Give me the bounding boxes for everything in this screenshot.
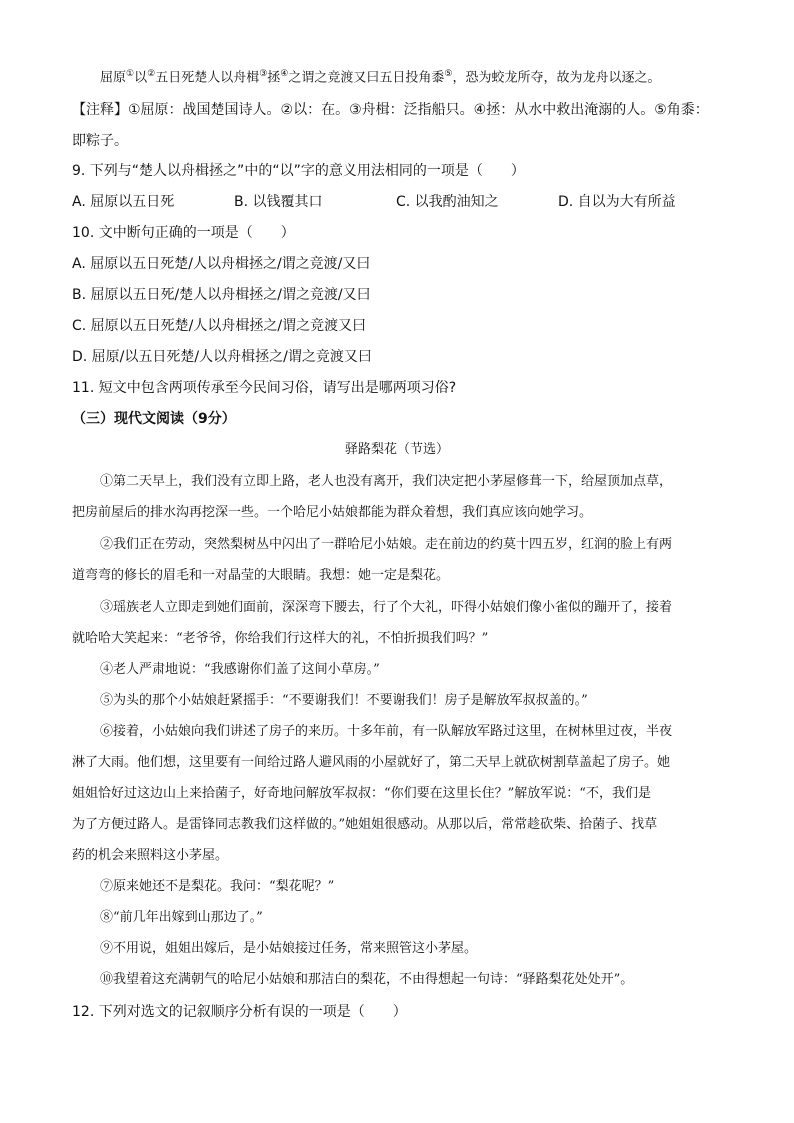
question-10: 10. 文中断句正确的一项是（ ） [72, 225, 295, 241]
text-segment: ，恐为蛟龙所夺，故为龙舟以逐之。 [452, 70, 661, 86]
q9-option-d: D. 自以为大有所益 [558, 194, 676, 210]
text-segment: 五日死楚人以舟楫 [155, 70, 260, 86]
classical-text [100, 64, 660, 88]
passage-line: ⑦原来她还不是梨花。我问：“梨花呢？” [100, 879, 335, 894]
q10-option-c: C. 屈原以五日死楚/人以舟楫拯之/谓之竞渡又曰 [72, 318, 367, 334]
q10-option-b: B. 屈原以五日死/楚人以舟楫拯之/谓之竞渡/又曰 [72, 287, 371, 303]
passage-line: 道弯弯的修长的眉毛和一对晶莹的大眼睛。我想：她一定是梨花。 [72, 568, 450, 583]
passage-line: ⑥接着，小姑娘向我们讲述了房子的来历。十多年前，有一队解放军路过这里，在树林里过夜，半夜 [100, 724, 673, 739]
annotation-line: 【注释】①屈原：战国楚国诗人。②以：在。③舟楫：泛指船只。④拯：从水中救出淹溺的人。⑤角黍： [72, 102, 709, 118]
question-11: 11. 短文中包含两项传承至今民间习俗，请写出是哪两项习俗? [72, 380, 457, 396]
passage-line: 药的机会来照料这小茅屋。 [72, 848, 229, 863]
passage-line: 淋了大雨。他们想，这里要有一间给过路人避风雨的小屋就好了，第二天早上就砍树割草盖起了房子。她 [72, 755, 671, 770]
passage-line: ⑧“前几年出嫁到山那边了。” [100, 910, 263, 925]
annotation-line: 即粽子。 [72, 133, 128, 149]
text-segment: 屈原 [100, 70, 127, 86]
passage-line: ②我们正在劳动，突然梨树丛中闪出了一群哈尼小姑娘。走在前边的约莫十四五岁，红润的脸上有两 [100, 537, 673, 552]
q9-option-a: A. 屈原以五日死 [72, 194, 175, 210]
passage-line: ④老人严肃地说：“我感谢你们盖了这间小草房。” [100, 662, 380, 677]
passage-line: ①第二天早上，我们没有立即上路，老人也没有离开，我们决定把小茅屋修葺一下，给屋顶加点草， [100, 474, 673, 489]
text-segment: 以 [134, 70, 148, 86]
passage-line: 把房前屋后的排水沟再挖深一些。一个哈尼小姑娘都能为群众着想，我们真应该向她学习。 [72, 505, 593, 520]
note-marker: ④ [280, 69, 289, 79]
note-marker: ③ [259, 69, 268, 79]
note-marker: ① [126, 69, 135, 79]
q9-option-b: B. 以钱覆其口 [234, 194, 323, 210]
question-12: 12. 下列对选文的记叙顺序分析有误的一项是（ ） [72, 1004, 407, 1020]
note-marker: ② [147, 69, 156, 79]
passage-title: 驿路梨花（节选） [344, 442, 449, 457]
note-marker: ⑤ [444, 69, 453, 79]
question-9: 9. 下列与“楚人以舟楫拯之”中的“以”字的意义用法相同的一项是（ ） [72, 163, 525, 179]
q10-option-d: D. 屈原/以五日死楚/人以舟楫拯之/谓之竞渡又曰 [72, 349, 372, 365]
q9-option-c: C. 以我酌油知之 [396, 194, 499, 210]
passage-line: ⑩我望着这充满朝气的哈尼小姑娘和那洁白的梨花，不由得想起一句诗：“驿路梨花处处开”。 [100, 972, 634, 987]
passage-line: 姐姐恰好过这边山上来拾菌子，好奇地问解放军叔叔：“你们要在这里长住？”解放军说：“不，我们是 [72, 786, 651, 801]
passage-line: ⑨不用说，姐姐出嫁后，是小姑娘接过任务，常来照管这小茅屋。 [100, 941, 478, 956]
q10-option-a: A. 屈原以五日死楚/人以舟楫拯之/谓之竞渡/又曰 [72, 256, 371, 272]
passage-line: 为了方便过路人。是雷锋同志教我们这样做的。”她姐姐很感动。从那以后，常常趁砍柴、拾菌子、找草 [72, 817, 658, 832]
passage-line: 就哈哈大笑起来：“老爷爷，你给我们行这样大的礼，不怕折损我们吗？” [72, 631, 489, 646]
passage-line: ③瑶族老人立即走到她们面前，深深弯下腰去，行了个大礼，吓得小姑娘们像小雀似的蹦开了，接着 [100, 600, 673, 615]
section-heading: （三）现代文阅读（9分） [72, 411, 236, 427]
passage-line: ⑤为头的那个小姑娘赶紧摇手：“不要谢我们！不要谢我们！房子是解放军叔叔盖的。” [100, 693, 588, 708]
text-segment: 之谓之竞渡又曰五日投角黍 [288, 70, 445, 86]
text-segment: 拯 [267, 70, 281, 86]
